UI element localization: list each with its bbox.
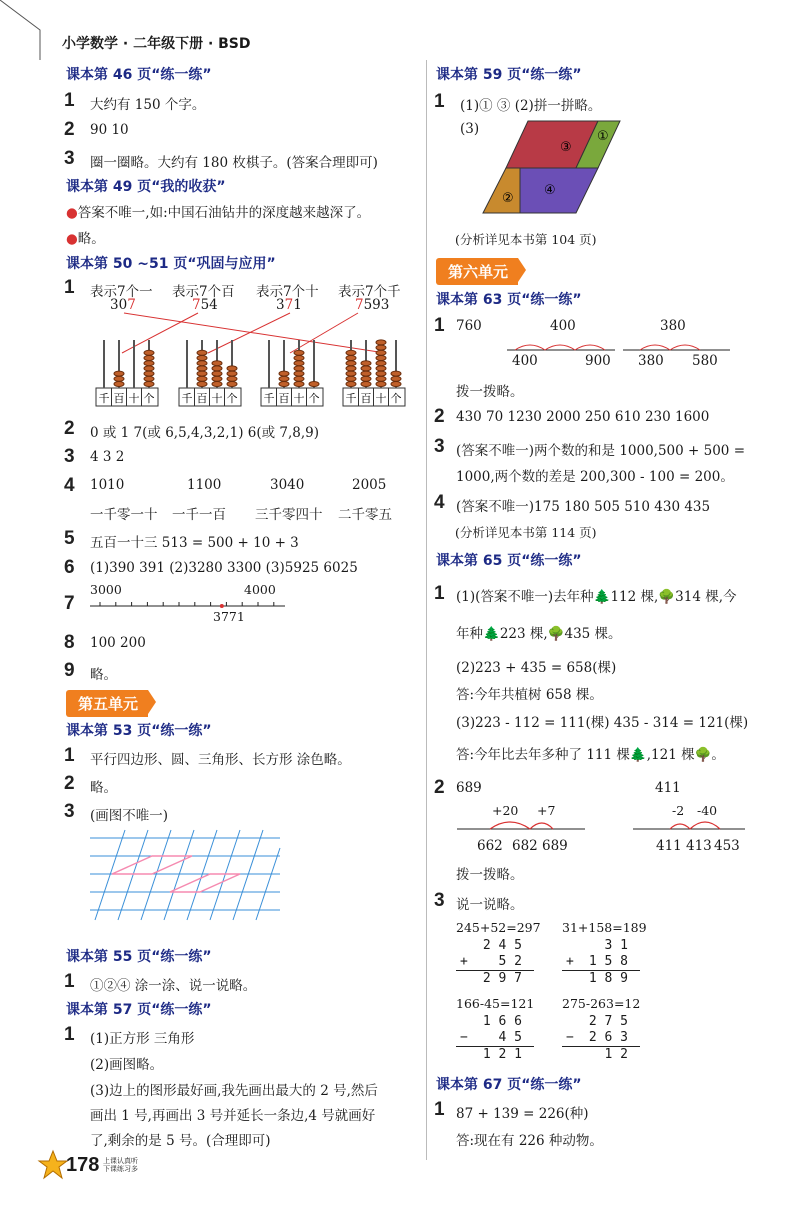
bullet-icon: ●	[66, 231, 78, 247]
vertical-calc: 2 7 5 − 2 6 3 1 2	[562, 1014, 640, 1063]
abacus-place-label: 百	[360, 392, 372, 405]
abacus-bead	[309, 382, 319, 387]
abacus-bead	[294, 350, 304, 355]
abacus-bead	[197, 376, 207, 381]
answer-text: 答:现在有 226 种动物。	[456, 1133, 603, 1149]
answer-text: 689	[456, 780, 482, 796]
unit-banner-5: 第五单元	[66, 690, 148, 717]
abacus-bead	[197, 382, 207, 387]
answer-text: 400	[550, 318, 576, 334]
piece-label: ①	[597, 129, 609, 144]
abacus-bead	[391, 371, 401, 376]
abacus-bead	[197, 366, 207, 371]
abacus-place-label: 千	[263, 392, 275, 405]
abacus-bead	[294, 366, 304, 371]
abacus-bead	[346, 382, 356, 387]
answer-text: 1000,两个数的差是 200,300 - 100 = 200。	[456, 469, 734, 485]
answer-text: (1)390 391 (2)3280 3300 (3)5925 6025	[90, 560, 358, 576]
abacus-bead	[361, 366, 371, 371]
answer-text: 4 3 2	[90, 449, 125, 465]
answer-text: 100 200	[90, 635, 146, 651]
abacus-bead	[294, 376, 304, 381]
item-number: 2	[64, 418, 75, 439]
item-number: 2	[64, 119, 75, 140]
abacus-place-label: 个	[308, 392, 320, 405]
answer-text: 五百一十三 513 = 500 + 10 + 3	[90, 535, 299, 551]
answer-text: (1)正方形 三角形	[90, 1031, 195, 1047]
answer-text: (画图不唯一)	[90, 808, 169, 824]
item-number: 8	[64, 632, 75, 653]
answer-text: (1)① ③ (2)拼一拼略。	[460, 98, 602, 114]
answer-text: 拨一拨略。	[456, 867, 524, 883]
abacus-bead	[361, 361, 371, 366]
abacus-place-label: 千	[98, 392, 110, 405]
item-number: 4	[434, 492, 445, 513]
item-number: 1	[64, 745, 75, 766]
analysis-note: (分析详见本书第 114 页)	[455, 525, 597, 540]
numberline-label: 580	[692, 353, 718, 369]
star-mascot-icon	[38, 1150, 68, 1180]
abacus-bead	[294, 371, 304, 376]
vertical-calc: 3 1 + 1 5 8 1 8 9	[562, 938, 640, 987]
section-title-p67: 课本第 67 页“练一练”	[436, 1077, 582, 1093]
pine-tree-icon: 🌲	[593, 589, 611, 605]
answer-text: 87 + 139 = 226(种)	[456, 1106, 589, 1122]
numberline-label: 900	[585, 353, 611, 369]
number-line	[0, 596, 420, 616]
numberline-left-label: 3000	[90, 582, 122, 597]
abacus-bead	[376, 356, 386, 361]
abacus-bead	[346, 361, 356, 366]
abacus-bead	[376, 382, 386, 387]
abacus-bead	[227, 376, 237, 381]
abacus-bead	[376, 345, 386, 350]
abacus-bead	[346, 366, 356, 371]
answer-text: (答案不唯一)两个数的和是 1000,500 + 500 =	[456, 443, 746, 459]
abacus-group	[0, 330, 420, 410]
section-title-p49: 课本第 49 页“我的收获”	[66, 179, 226, 195]
abacus-bead	[361, 382, 371, 387]
answer-text: 411	[655, 780, 681, 796]
abacus-place-label: 十	[128, 392, 140, 405]
section-title-p59: 课本第 59 页“练一练”	[436, 67, 582, 83]
answer-text: (3)边上的图形最好画,我先画出最大的 2 号,然后	[90, 1083, 378, 1099]
abacus-bead	[346, 376, 356, 381]
answer-text: ①②④ 涂一涂、说一说略。	[90, 978, 257, 994]
numberline-mark-label: 3771	[213, 609, 245, 624]
bullet-icon: ●	[66, 205, 78, 221]
item-number: 3	[64, 446, 75, 467]
bullet-text: 略。	[77, 231, 105, 247]
item-number: 3	[64, 148, 75, 169]
number-value: 1010	[90, 477, 125, 493]
abacus-bead	[346, 371, 356, 376]
abacus-bead	[294, 382, 304, 387]
section-title-p65: 课本第 65 页“练一练”	[436, 553, 582, 569]
abacus-place-label: 千	[181, 392, 193, 405]
item-number: 1	[64, 971, 75, 992]
number-words: 一千一百	[172, 507, 226, 523]
number-words: 三千零四十	[255, 507, 323, 523]
abacus-bead	[227, 366, 237, 371]
abacus-bead	[279, 382, 289, 387]
abacus-bead	[294, 361, 304, 366]
abacus-bead	[144, 356, 154, 361]
abacus-bead	[346, 350, 356, 355]
abacus-place-label: 百	[113, 392, 125, 405]
numberline-label: 413	[686, 838, 712, 854]
item-number: 1	[434, 315, 445, 336]
numberline-label: 682	[512, 838, 538, 854]
round-tree-icon: 🌳	[658, 589, 676, 605]
item-number: 2	[64, 773, 75, 794]
abacus-bead	[391, 376, 401, 381]
abacus-bead	[376, 350, 386, 355]
answer-text: 略。	[90, 667, 117, 683]
numberline-label: 380	[638, 353, 664, 369]
answer-text: 0 或 1 7(或 6,5,4,3,2,1) 6(或 7,8,9)	[90, 425, 320, 441]
answer-text: 圈一圈略。大约有 180 枚棋子。(答案合理即可)	[90, 155, 378, 171]
abacus-bead	[346, 356, 356, 361]
pine-tree-icon: 🌲	[483, 626, 500, 642]
abacus-place-label: 个	[226, 392, 238, 405]
item-number: 4	[64, 475, 75, 496]
answer-text: (答案不唯一)175 180 505 510 430 435	[456, 499, 711, 515]
abacus-place-label: 十	[293, 392, 305, 405]
answer-text: 答:今年共植树 658 棵。	[456, 687, 603, 703]
abacus-bead	[376, 340, 386, 345]
answer-text: 430 70 1230 2000 250 610 230 1600	[456, 409, 710, 425]
abacus-bead	[197, 350, 207, 355]
section-title-p50: 课本第 50 ~51 页“巩固与应用”	[66, 256, 276, 272]
abacus-number: 307	[110, 297, 136, 313]
round-tree-icon: 🌳	[547, 626, 565, 642]
item-number: 9	[64, 660, 75, 681]
abacus-place-label: 十	[211, 392, 223, 405]
abacus-place-label: 个	[390, 392, 402, 405]
column-divider	[426, 60, 427, 1160]
item-number: 1	[434, 1099, 445, 1120]
calc-equation: 245+52=297	[456, 920, 541, 935]
jump-label: +7	[537, 803, 556, 818]
abacus-label: 表示7个百	[172, 284, 235, 300]
item-number: 1	[434, 91, 445, 112]
abacus-label: 表示7个千	[338, 284, 401, 300]
abacus-bead	[144, 382, 154, 387]
item-number: 3	[434, 436, 445, 457]
abacus-bead	[391, 382, 401, 387]
answer-text: 了,剩余的是 5 号。(合理即可)	[90, 1133, 271, 1149]
abacus-number: 7593	[355, 297, 390, 313]
analysis-note: (分析详见本书第 104 页)	[455, 232, 597, 247]
answer-line: (1)(答案不唯一)去年种🌲112 棵,🌳314 棵,今	[456, 589, 737, 605]
abacus-bead	[361, 371, 371, 376]
page-header-title: 小学数学 · 二年级下册 · BSD	[62, 36, 251, 52]
abacus-bead	[197, 371, 207, 376]
section-title-p46: 课本第 46 页“练一练”	[66, 67, 212, 83]
item-number: 1	[434, 583, 445, 604]
abacus-bead	[212, 376, 222, 381]
abacus-bead	[294, 356, 304, 361]
answer-text: 说一说略。	[456, 897, 524, 913]
item-number: 3	[434, 890, 445, 911]
answer-text: 略。	[90, 780, 117, 796]
abacus-bead	[212, 361, 222, 366]
answer-text: 380	[660, 318, 686, 334]
bullet-text: 答案不唯一,如:中国石油钻井的深度越来越深了。	[77, 205, 371, 221]
abacus-bead	[361, 376, 371, 381]
abacus-bead	[197, 361, 207, 366]
number-value: 3040	[270, 477, 305, 493]
numberline-mark	[220, 604, 224, 608]
jump-label: -2	[672, 803, 685, 818]
abacus-place-label: 千	[345, 392, 357, 405]
piece-label: ③	[560, 140, 572, 155]
answer-text: 760	[456, 318, 482, 334]
abacus-bead	[212, 382, 222, 387]
abacus-bead	[144, 361, 154, 366]
numberline-right-label: 4000	[244, 582, 276, 597]
answer-text: (3)	[460, 121, 480, 137]
abacus-bead	[376, 376, 386, 381]
abacus-place-label: 百	[196, 392, 208, 405]
numberline-label: 411	[656, 838, 682, 854]
abacus-label: 表示7个一	[90, 284, 153, 300]
abacus-bead	[376, 361, 386, 366]
abacus-place-label: 个	[143, 392, 155, 405]
item-number: 1	[64, 90, 75, 111]
answer-text: (3)223 - 112 = 111(棵) 435 - 314 = 121(棵)	[456, 715, 749, 731]
abacus-bead	[376, 366, 386, 371]
abacus-number: 754	[192, 297, 218, 313]
item-number: 5	[64, 528, 75, 549]
item-number: 6	[64, 557, 75, 578]
calc-equation: 275-263=12	[562, 996, 641, 1011]
abacus-bead	[227, 382, 237, 387]
number-value: 1100	[187, 477, 222, 493]
answer-line: 答:今年比去年多种了 111 棵🌲,121 棵🌳。	[456, 747, 725, 763]
numberline-label: 400	[512, 353, 538, 369]
item-number: 1	[64, 277, 75, 298]
section-title-p55: 课本第 55 页“练一练”	[66, 949, 212, 965]
numberline-label: 662	[477, 838, 503, 854]
item-number: 2	[434, 406, 445, 427]
abacus-bead	[212, 366, 222, 371]
jump-label: -40	[697, 803, 718, 818]
calc-equation: 166-45=121	[456, 996, 535, 1011]
number-value: 2005	[352, 477, 387, 493]
abacus-bead	[376, 371, 386, 376]
abacus-place-label: 十	[375, 392, 387, 405]
pine-tree-icon: 🌲	[629, 747, 647, 763]
abacus-bead	[144, 371, 154, 376]
number-line-jumps	[455, 815, 755, 837]
parallelogram-grid	[90, 828, 285, 928]
numberline-label: 453	[714, 838, 740, 854]
page-number: 178	[66, 1154, 100, 1176]
answer-text: 平行四边形、圆、三角形、长方形 涂色略。	[90, 752, 351, 768]
answer-text: 拨一拨略。	[456, 384, 524, 400]
vertical-calc: 1 6 6 − 4 5 1 2 1	[456, 1014, 534, 1063]
footer-slogan: 上课认真听 下课练习多	[103, 1157, 138, 1173]
abacus-bead	[227, 371, 237, 376]
number-words: 一千零一十	[90, 507, 158, 523]
item-number: 3	[64, 801, 75, 822]
piece-label: ②	[502, 191, 514, 206]
abacus-bead	[114, 382, 124, 387]
item-number: 7	[64, 593, 75, 614]
round-tree-icon: 🌳	[694, 747, 712, 763]
item-number: 2	[434, 777, 445, 798]
unit-banner-6: 第六单元	[436, 258, 518, 285]
answer-text: 画出 1 号,再画出 3 号并延长一条边,4 号就画好	[90, 1108, 376, 1124]
section-title-p53: 课本第 53 页“练一练”	[66, 723, 212, 739]
vertical-calc: 2 4 5 + 5 2 2 9 7	[456, 938, 534, 987]
jump-label: +20	[492, 803, 519, 818]
answer-text: (2)223 + 435 = 658(棵)	[456, 660, 617, 676]
piece-label: ④	[544, 183, 556, 198]
abacus-place-label: 百	[278, 392, 290, 405]
abacus-bead	[144, 366, 154, 371]
abacus-bead	[212, 371, 222, 376]
abacus-bead	[114, 371, 124, 376]
tangram-parallelogram	[480, 118, 630, 218]
abacus-bead	[279, 371, 289, 376]
answer-line: 年种🌲223 棵,🌳435 棵。	[456, 626, 622, 642]
abacus-bead	[114, 376, 124, 381]
abacus-bead	[279, 376, 289, 381]
answer-text: (2)画图略。	[90, 1057, 164, 1073]
number-words: 二千零五	[338, 507, 392, 523]
abacus-bead	[197, 356, 207, 361]
section-title-p57: 课本第 57 页“练一练”	[66, 1002, 212, 1018]
answer-text: 大约有 150 个字。	[90, 97, 206, 113]
item-number: 1	[64, 1024, 75, 1045]
abacus-label: 表示7个十	[256, 284, 319, 300]
abacus-bead	[144, 376, 154, 381]
section-title-p63: 课本第 63 页“练一练”	[436, 292, 582, 308]
abacus-bead	[144, 350, 154, 355]
calc-equation: 31+158=189	[562, 920, 647, 935]
numberline-label: 689	[542, 838, 568, 854]
abacus-number: 371	[276, 297, 302, 313]
answer-text: 90 10	[90, 122, 129, 138]
